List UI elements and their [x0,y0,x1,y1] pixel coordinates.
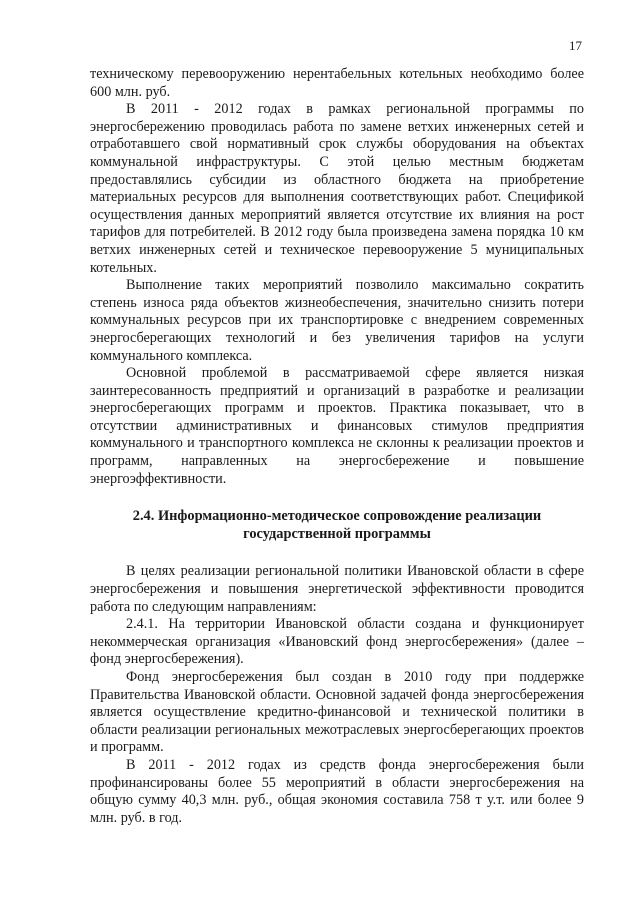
paragraph-main-problem: Основной проблемой в рассматриваемой сфере является низкая заинтересованность предприятий и организаций в разработке и реализации энергосберегающих программ и проектов. Практика показывает, что в отсутствии административных и финансовых стимулов предприятия коммунального и транспортного комплекса не склонны к реализации проектов и программ, направленных на энергосбережение и повышение энергоэффективности. [90,365,584,487]
page-number: 17 [569,38,582,53]
paragraph-directions: В целях реализации региональной политики Ивановской области в сфере энергосбережения и повышения энергетической эффективности проводится работа по следующим направлениям: [90,563,584,615]
paragraph-continuation: техническому перевооружению нерентабельных котельных необходимо более 600 млн. руб. [90,66,584,100]
section-heading [90,508,584,543]
paragraph-fund-created: 2.4.1. На территории Ивановской области создана и функционирует некоммерческая организация «Ивановский фонд энергосбережения» (далее – фонд энергосбережения). [90,616,584,668]
paragraph-regional-program: В 2011 - 2012 годах в рамках региональной программы по энергосбережению проводилась работа по замене ветхих инженерных сетей и отработавшего свой нормативный срок службы оборудования на объектах коммунальной инфраструктуры. С этой целью местным бюджетам предоставлялись субсидии из областного бюджета на приобретение материальных ресурсов для выполнения соответствующих работ. Спецификой осуществления данных мероприятий является отсутствие их влияния на рост тарифов для потребителей. В 2012 году была произведена замена порядка 10 км ветхих инженерных сетей и техническое перевооружение 5 муниципальных котельных. [90,101,584,276]
section-heading-line-2: государственной программы [243,525,431,542]
page-body [90,66,584,827]
section-heading-line-1: 2.4. Информационно-методическое сопровождение реализации [132,508,542,525]
paragraph-fund-results: В 2011 - 2012 годах из средств фонда энергосбережения были профинансированы более 55 мероприятий в области энергосбережения на общую сумму 40,3 млн. руб., общая экономия составила 758 т у.т. или более 9 млн. руб. в год. [90,756,584,826]
paragraph-results: Выполнение таких мероприятий позволило максимально сократить степень износа ряда объектов жизнеобеспечения, значительно снизить потери коммунальных ресурсов при их транспортировке с внедрением современных энергосберегающих технологий и без увеличения тарифов на услуги коммунального комплекса. [90,277,584,364]
paragraph-fund-purpose: Фонд энергосбережения был создан в 2010 году при поддержке Правительства Ивановской области. Основной задачей фонда энергосбережения является осуществление кредитно-финансовой и технической политики в области реализации региональных межотраслевых энергосберегающих проектов и программ. [90,669,584,756]
